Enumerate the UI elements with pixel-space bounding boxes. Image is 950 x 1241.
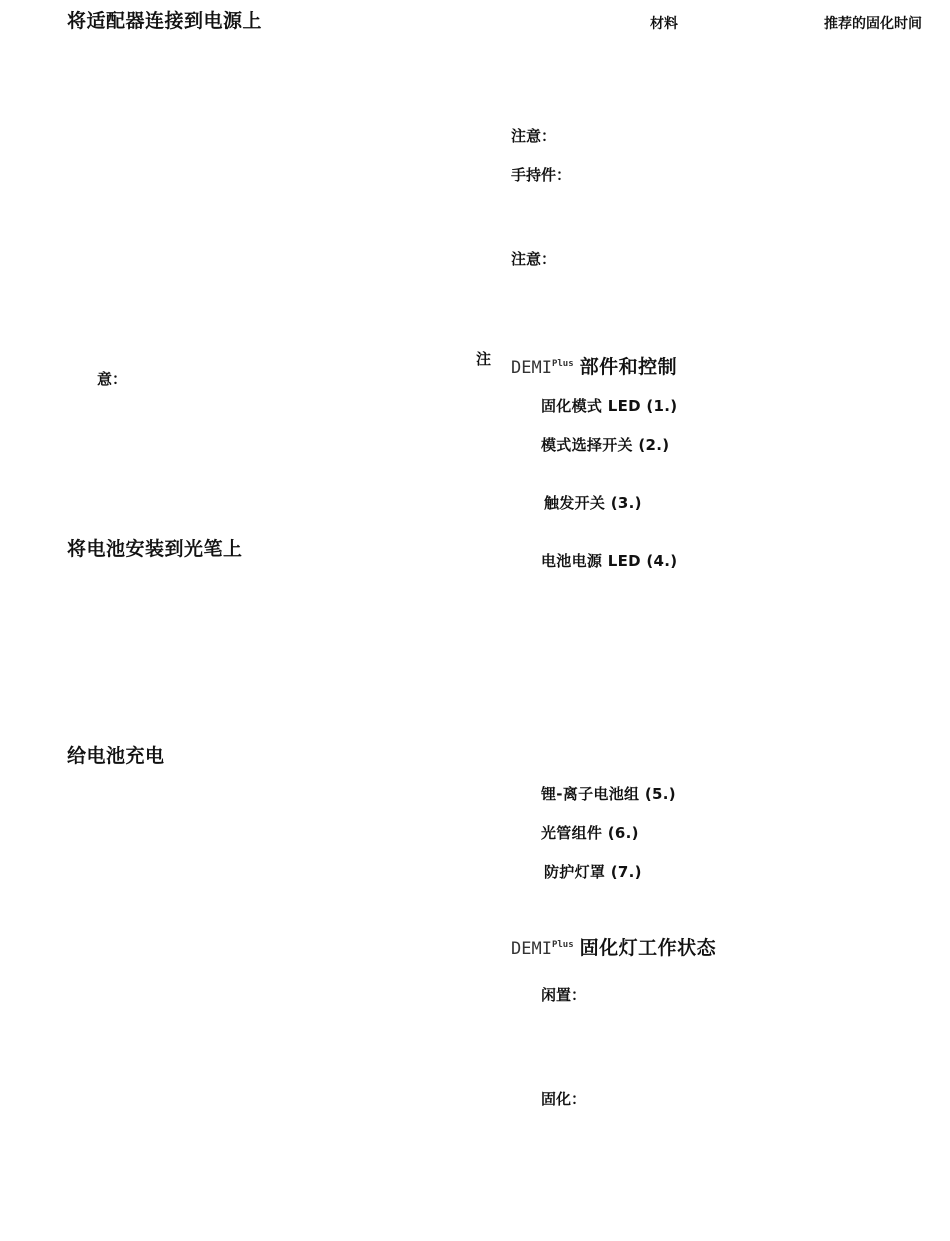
component-item: 模式选择开关 (2.) [541,436,670,454]
note-label-char-1: 注 [476,350,492,368]
handpiece-label: 手持件： [511,166,572,184]
note-label-2: 注意： [511,250,557,268]
component-item: 光管组件 (6.) [541,824,639,842]
brand-logo-sup: Plus [551,359,574,369]
heading-install-battery: 将电池安装到光笔上 [67,538,243,560]
status-curing-label: 固化： [541,1090,587,1108]
component-item: 固化模式 LED (1.) [541,397,678,415]
brand-logo-text: DEMI [511,939,552,959]
component-item: 触发开关 (3.) [544,494,642,512]
heading-connect-adapter: 将适配器连接到电源上 [67,10,263,32]
status-idle-label: 闲置： [541,986,587,1004]
table-header-material: 材料 [650,16,678,32]
note-label-char-2: 意： [97,370,128,388]
components-title: 部件和控制 [579,356,678,378]
status-heading [511,933,716,960]
note-label-1: 注意： [511,127,557,145]
component-item: 电池电源 LED (4.) [541,552,678,570]
brand-logo-text: DEMI [511,358,552,378]
brand-logo-sup: Plus [551,940,574,950]
component-item: 锂-离子电池组 (5.) [541,785,676,803]
status-title: 固化灯工作状态 [579,937,717,959]
heading-charge-battery: 给电池充电 [67,745,165,767]
components-heading [511,352,677,379]
table-header-cure-time: 推荐的固化时间 [824,16,922,32]
component-item: 防护灯罩 (7.) [544,863,642,881]
